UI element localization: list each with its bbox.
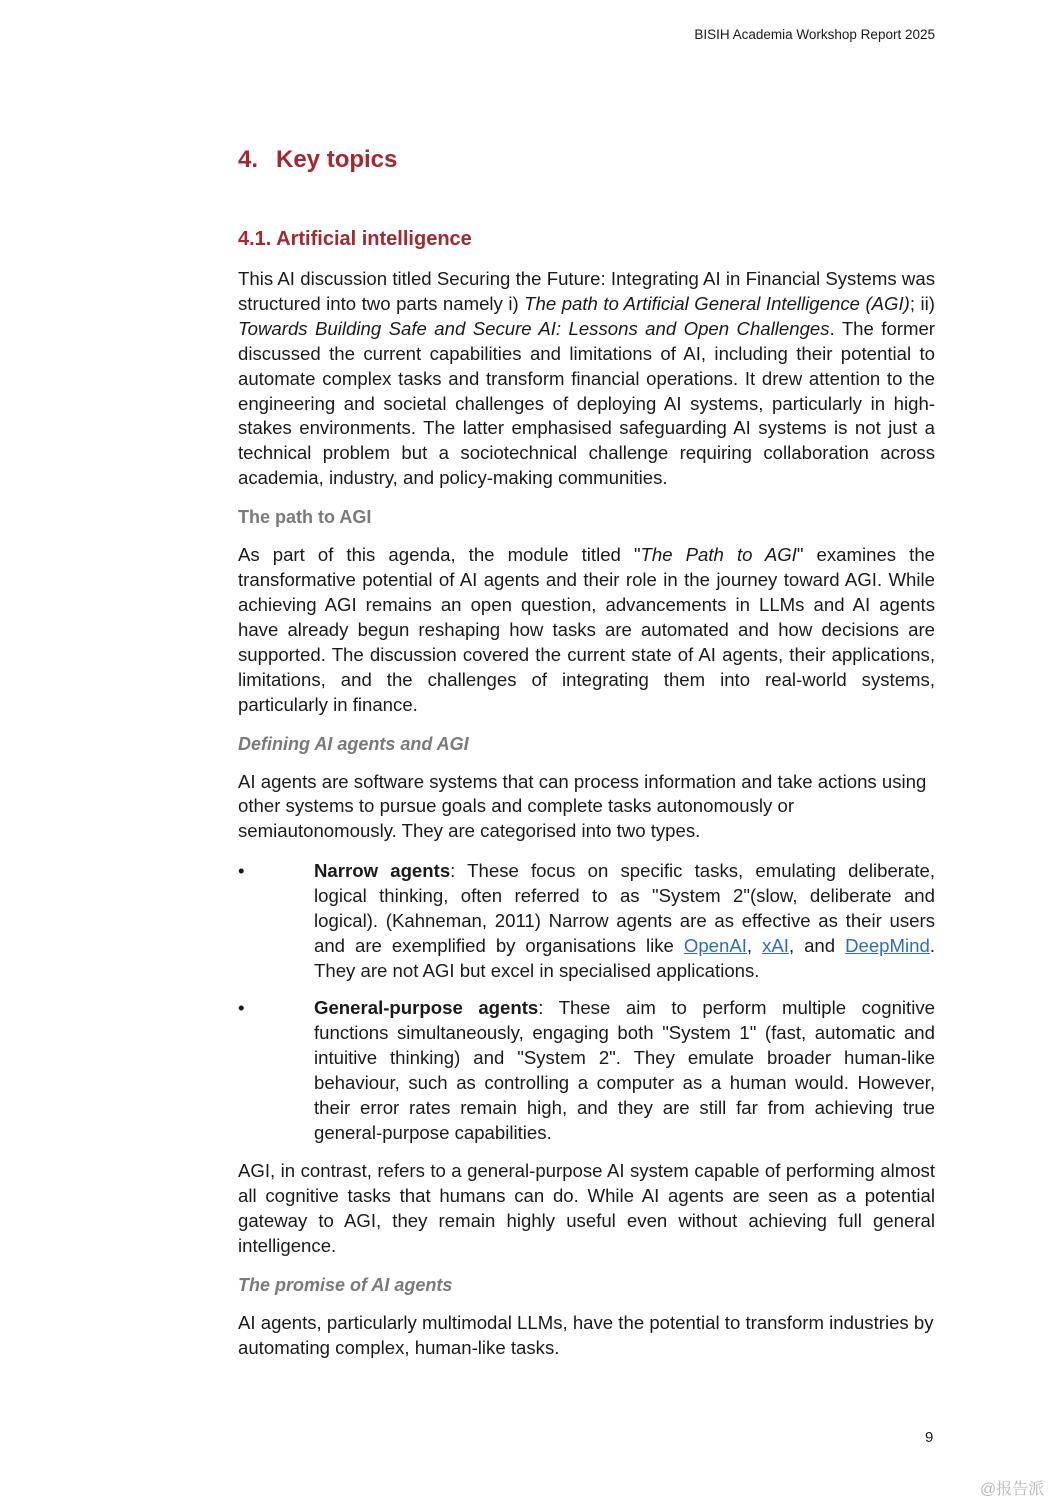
defining-heading: Defining AI agents and AGI [238,733,469,754]
subsection-heading: 4.1. Artificial intelligence [238,228,472,250]
section-number: 4. [238,146,259,173]
bullet-icon: • [238,860,245,882]
term: General-purpose agents [314,997,539,1019]
watermark: @报告派 [980,1481,1045,1498]
section-title: Key topics [276,146,398,173]
paragraph-emphasis: The Path to AGI [640,544,797,566]
list-item-general-purpose-agents [238,995,935,1145]
item-text: . They are not AGI but excel in specialised applications. [314,935,935,982]
section-heading [238,140,935,180]
intro-text: This AI discussion titled Securing the Future: Integrating AI in Financial Systems was structured into two parts namely i) [238,268,935,314]
intro-emphasis: Towards Building Safe and Secure AI: Lessons and Open Challenges [238,317,830,339]
link-deepmind[interactable]: DeepMind [845,935,930,957]
page-content [238,140,935,1361]
item-text: : These focus on specific tasks, emulating deliberate, logical thinking, often referred to as "System 2"(slow, deliberate and logical). (Kahneman, 2011) Narrow agents are as effective as their users and are exemplified by organisations like [314,860,935,957]
defining-paragraph: AI agents are software systems that can process information and take actions using other systems to pursue goals and complete tasks autonomously or semiautonomously. They are categorised into two types. [238,770,927,842]
promise-heading: The promise of AI agents [238,1274,453,1295]
paragraph-text: " examines the transformative potential of AI agents and their role in the journey toward AGI. While achieving AGI remains an open question, advancements in LLMs and AI agents have already begun reshaping how tasks are automated and how decisions are supported. The discussion covered the current state of AI agents, their applications, limitations, and the challenges of integrating them into real-world systems, particularly in finance. [238,544,935,715]
link-openai[interactable]: OpenAI [683,935,747,957]
intro-text: ; ii) [909,292,936,314]
path-to-agi-heading: The path to AGI [238,507,372,528]
page-number: 9 [925,1429,934,1446]
separator: , [746,935,763,957]
agi-contrast-paragraph: AGI, in contrast, refers to a general-purpose AI system capable of performing almost all cognitive tasks that humans can do. While AI agents are seen as a potential gateway to AGI, they remain highly useful even without achieving full general intelligence. [238,1160,935,1256]
agent-types-list [238,858,935,1145]
intro-text: . The former discussed the current capabilities and limitations of AI, including their potential to automate complex tasks and transform financial operations. It drew attention to the engineering and societal challenges of deploying AI systems, particularly in high-stakes environments. The latter emphasised safeguarding AI systems is not just a technical problem but a sociotechnical challenge requiring collaboration across academia, industry, and policy-making communities. [238,317,935,489]
paragraph-text: As part of this agenda, the module titled " [238,544,641,566]
intro-emphasis: The path to Artificial General Intelligence (AGI) [524,292,910,314]
item-text: : These aim to perform multiple cognitive functions simultaneously, engaging both "System 1" (fast, automatic and intuitive thinking) and "System 2". They emulate broader human-like behaviour, such as controlling a computer as a human would. However, their error rates remain high, and they are still far from achieving true general-purpose capabilities. [314,997,935,1144]
separator: , and [788,935,846,957]
promise-paragraph: AI agents, particularly multimodal LLMs, have the potential to transform industries by automating complex, human-like tasks. [238,1311,934,1358]
link-xai[interactable]: xAI [762,935,789,957]
term: Narrow agents [314,860,451,882]
path-to-agi-paragraph [238,543,935,717]
intro-paragraph [238,267,935,491]
bullet-icon: • [238,997,245,1019]
list-item-narrow-agents [238,858,935,983]
running-header: BISIH Academia Workshop Report 2025 [694,27,935,42]
